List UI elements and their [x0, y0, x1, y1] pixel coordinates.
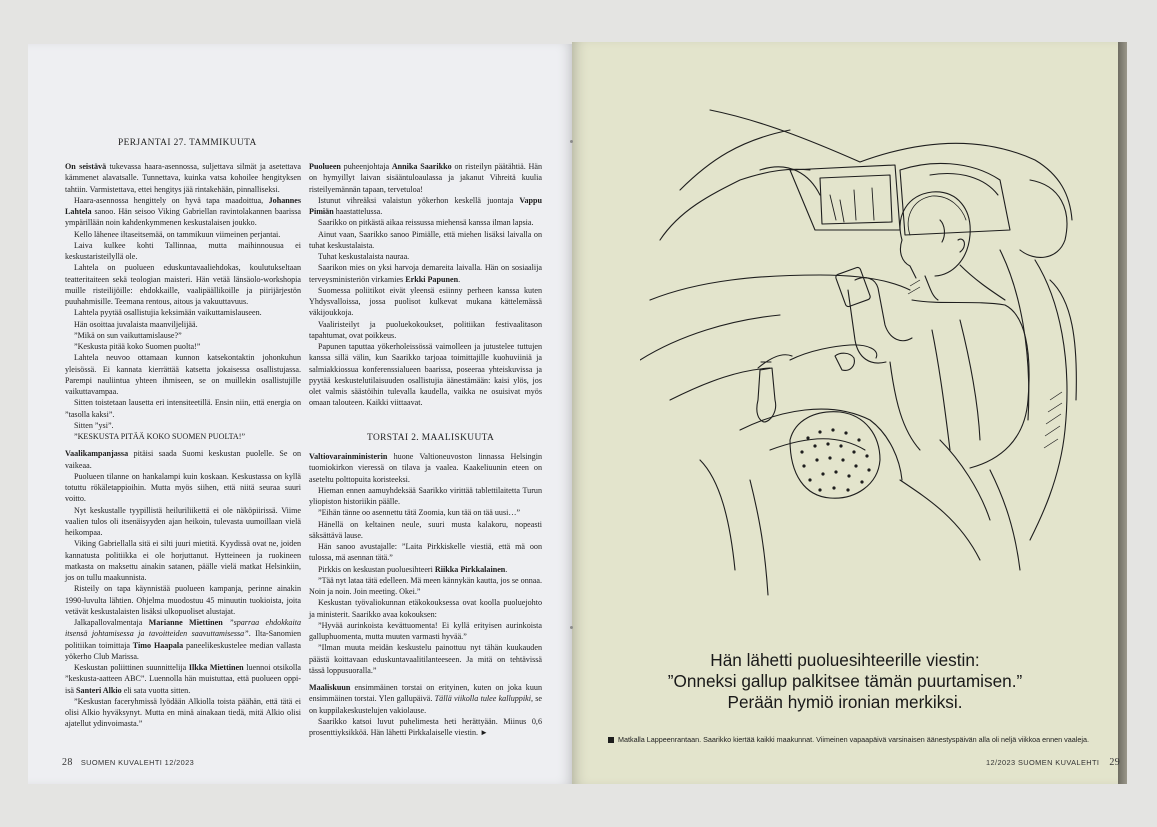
- photo-caption: [608, 735, 1113, 744]
- pull-quote-line: Perään hymiö ironian merkiksi.: [727, 692, 963, 712]
- article-paragraph: Lahtela on puolueen eduskuntavaaliehdokas, koulutukseltaan teatteritaiteen sekä teologian maisteri. Hän vetää länsäolo-workshopia muille risteilijöille: ehdokkaille, vaalipäällikoille ja piirijärjestön puuhahmisille. Teemana rentous, aitous ja vakuuttavuus.: [65, 263, 301, 306]
- article-paragraph: Sitten ”ysi”.: [74, 420, 114, 430]
- date-heading: PERJANTAI 27. TAMMIKUUTA: [118, 138, 257, 148]
- article-paragraph: ”Eihän tänne oo asennettu tätä Zoomia, kun tää on tää uusi…”: [318, 508, 521, 518]
- staple-mark: [570, 140, 573, 143]
- article-paragraph: Hän sanoo avustajalle: ”Laita Pirkkiskelle viestiä, että mä oon tulossa, mä asennan tätä.”: [309, 542, 542, 563]
- article-paragraph: Haara-asennossa hengittely on hyvä tapa maadoittua, Johannes Lahtela sanoo. Hän seisoo Viking Gabriellan ravintolakannen baarissa ympärillään noin kahdenkymmenen keskustalaisen joukko.: [65, 195, 301, 228]
- article-paragraph: Nyt keskustalle tyypillistä heiluriliikettä ei ole näköpiirissä. Viime vaalien tulos oli itsenäisyyden ajan heikoin, tulevasta uumoillaan vielä heikompaa.: [65, 505, 301, 537]
- article-column-2: [309, 161, 542, 409]
- article-paragraph: Laiva kulkee kohti Tallinnaa, mutta maihinnousua ei keskustaristeilyllä ole.: [65, 240, 301, 261]
- page-number: 28: [62, 757, 73, 768]
- article-paragraph: ”Keskusta pitää koko Suomen puolta!”: [74, 342, 201, 351]
- article-paragraph: On seistävä tukevassa haara-asennossa, suljettava silmät ja asetettava kämmenet alavatsalle. Tunnettava, kuinka vatsa kohoilee hengityksen tahtiin. Varmistettava, ettei hengitys jää rintakehään, pinnalliseksi.: [65, 162, 301, 194]
- article-paragraph: Viking Gabriellalla sitä ei silti juuri mietitä. Kyydissä ovat ne, joiden kannatusta politiikka ei ole horjuttanut. Hytteineen ja ruokineen matkasta on maksettu ainakin satanen, päälle vielä matkat Helsinkiin, jos on tullu maakunnista.: [65, 539, 301, 582]
- pull-quote-line: Hän lähetti puoluesihteerille viestin:: [710, 650, 980, 670]
- pull-quote-line: ”Onneksi gallup palkitsee tämän puurtamisen.”: [667, 671, 1023, 691]
- date-heading-2: TORSTAI 2. MAALISKUUTA: [367, 433, 495, 443]
- article-paragraph: Saarikon mies on yksi harvoja demareita laivalla. Hän on sosiaalija terveysministeriön virkamies Erkki Papunen.: [309, 263, 542, 284]
- staple-mark: [570, 626, 573, 629]
- article-paragraph: Suomessa poliitikot eivät yleensä esiinny perheen kanssa kuten Yhdysvalloissa, jossa puolisot kulkevat mukana kättelemässä väkijoukkoja.: [309, 285, 542, 318]
- article-paragraph: Maaliskuun ensimmäinen torstai on erityinen, kuten on joka kuun ensimmäinen torstai. Ylen gallupäivä. Tällä viikolla tulee kalluppiki, se on kuppilakeskustelujen vakiolause.: [309, 683, 542, 715]
- page-number: 29: [1109, 757, 1121, 768]
- article-paragraph: Istunut vihreäksi valaistun yökerhon keskellä juontaja Vappu Pimiän haastattelussa.: [309, 195, 542, 216]
- article-paragraph: Hänellä on keltainen neule, suuri musta kalakoru, nopeasti säksättävä lause.: [309, 519, 542, 540]
- article-column-1: [65, 161, 301, 730]
- article-paragraph: ”Hyvää aurinkoista kevättuomenta! Ei kyllä erityisen aurinkoista galluphuomenta, mutta muuten varmasti hyvää.”: [309, 620, 542, 641]
- article-paragraph: Hän osoittaa juvalaista maanviljelijää.: [74, 319, 198, 329]
- article-paragraph: ”Tää nyt lataa tätä edelleen. Mä meen kännykän kautta, jos se onnaa. Noin ja noin. Join meeting. Okei.”: [309, 575, 542, 596]
- footer-right: [986, 757, 1120, 768]
- article-paragraph: Saarikko on pitkästä aikaa reissussa miehensä kanssa ilman lapsia.: [318, 218, 534, 228]
- article-paragraph: Keskustan poliittinen suunnittelija Ilkka Miettinen luennoi otsikolla ”keskusta-aatteen ABC”. Luennolla hän muistuttaa, että puolueen oppi-isä Santeri Alkio eli sata vuotta sitten.: [65, 663, 302, 695]
- footer-left: [62, 757, 194, 768]
- article-paragraph: Valtiovarainministerin huone Valtioneuvoston linnassa Helsingin tuomiokirkon vieressä on tilava ja vaalea. Kaakeliuunin eteen on aseteltu polttopuita koristeeksi.: [309, 452, 542, 484]
- article-paragraph: Jalkapallovalmentaja Marianne Miettinen ”sparraa ehdokkaita itsensä johtamisessa ja tavoitteiden saavuttamisessa”. Ilta-Sanomien politiikan toimittaja Timo Haapala paneelikeskustelee median vallasta yökerho Club Marissa.: [65, 618, 302, 661]
- article-paragraph: ”Mikä on sun vaikuttamislause?”: [74, 330, 182, 340]
- article-paragraph: Puolueen tilanne on hankalampi kuin koskaan. Keskustassa on kyllä totuttu rökäletappioihin. Mutta myös siihen, että niitä seuraa suuri voitto.: [65, 471, 301, 504]
- magazine-name: 12/2023 SUOMEN KUVALEHTI: [986, 758, 1100, 767]
- article-paragraph: Pirkkis on keskustan puoluesihteeri Riikka Pirkkalainen.: [318, 564, 508, 574]
- article-paragraph: Saarikko katsoi luvut puhelimesta heti herättyään. Miinus 0,6 prosenttiyksikköä. Hän lähetti Pirkkalaiselle viestin. ►: [309, 716, 542, 737]
- article-paragraph: Lahtela pyytää osallistujia keksimään vaikuttamislauseen.: [74, 308, 262, 318]
- article-paragraph: Tuhat keskustalaista nauraa.: [318, 252, 410, 261]
- article-paragraph: Ainut vaan, Saarikko sanoo Pimiälle, että miehen lisäksi laivalla on tuhat keskustalaista.: [309, 229, 542, 250]
- article-paragraph: Papunen taputtaa yökerholeissössä vaimolleen ja jutustelee tuttujen kanssa sillä välin, kun Saarikko tarjoaa toimittajille kuohuviiniä ja salmiakkiossua konferenssialueen baarissa, poseeraa yhteiskuvissa ja pyytää keskustelutilaisuuden osallistujia äänestämään: kaisi ylös, jos olet valmis säästöihin tulevalla kaudella, vaikka ne osuisivat myös omaan talouteen. Kaikki viittaavat.: [309, 342, 542, 408]
- article-paragraph: ”Keskustan faceryhmissä lyödään Alkiolla toista päähän, että tätä ei olisi Alkio hyväksynyt. Mutta en minä ainakaan tiedä, mitä Alkio olisi ajatellut ydinvoimasta.”: [65, 696, 301, 729]
- caption-square-icon: [608, 737, 614, 743]
- caption-text: Matkalla Lappeenrantaan. Saarikko kiertää kaikki maakunnat. Viimeinen vapaapäivä varsinaisen äänestyspäivän alla oli neljä viikkoa ennen vaaleja.: [618, 735, 1089, 744]
- article-column-2-continued: [309, 451, 542, 738]
- article-paragraph: Puolueen puheenjohtaja Annika Saarikko on risteilyn päätähtiä. Hän on hymyillyt laivan sisääntuloaulassa ja jakanut Vihreitä kuulia risteilyemännän tapaan, tervetuloa!: [309, 162, 542, 194]
- line-drawing-illustration: [640, 100, 1080, 600]
- article-paragraph: Hieman ennen aamuyhdeksää Saarikko virittää tablettilaitetta Turun yliopiston historiikin päälle.: [309, 485, 542, 506]
- article-paragraph: Vaalikampanjassa pitäisi saada Suomi keskustan puolelle. Se on vaikeaa.: [65, 449, 301, 470]
- page-edge: [1118, 42, 1127, 784]
- article-paragraph: ”KESKUSTA PITÄÄ KOKO SUOMEN PUOLTA!”: [74, 432, 246, 441]
- pull-quote: [600, 650, 1090, 713]
- article-paragraph: Keskustan työvaliokunnan etäkokouksessa ovat koolla puoluejohto ja ministerit. Saarikko avaa kokouksen:: [309, 598, 542, 619]
- article-paragraph: Kello lähenee iltaseitsemää, on tammikuun viimeinen perjantai.: [74, 229, 281, 239]
- article-paragraph: Risteily on tapa käynnistää puolueen kampanja, perinne ainakin 1990-luvulta lähtien. Ohjelma muodostuu 45 minuutin tuokioista, joita vetävät keskustalaisten lisäksi ulkopuoliset alustajat.: [65, 584, 301, 616]
- article-paragraph: ”Ilman muuta meidän keskustelu painottuu nyt tähän kuukauden päästä koittavaan eduskuntavaalitilanteeseen. Ja mitä on tehtävissä tässä loppusuoralla.”: [309, 643, 542, 675]
- article-paragraph: Sitten toistetaan lausetta eri intensiteetillä. Ensin niin, että energia on ”tasolla kaksi”.: [65, 398, 301, 419]
- article-paragraph: Vaaliristeilyt ja puoluekokoukset, politiikan festivaalitason tapahtumat, ovat poikkeus.: [309, 319, 542, 340]
- article-paragraph: Lahtela neuvoo ottamaan kunnon katsekontaktin johonkuhun yleisössä. Ei kannata kierrättää katsetta jokaisessa osallistujassa. Parempi nauliintua yhteen ihmiseen, se on muillekin osallistujille vaikuttavampaa.: [65, 353, 301, 396]
- magazine-name: SUOMEN KUVALEHTI 12/2023: [80, 758, 195, 767]
